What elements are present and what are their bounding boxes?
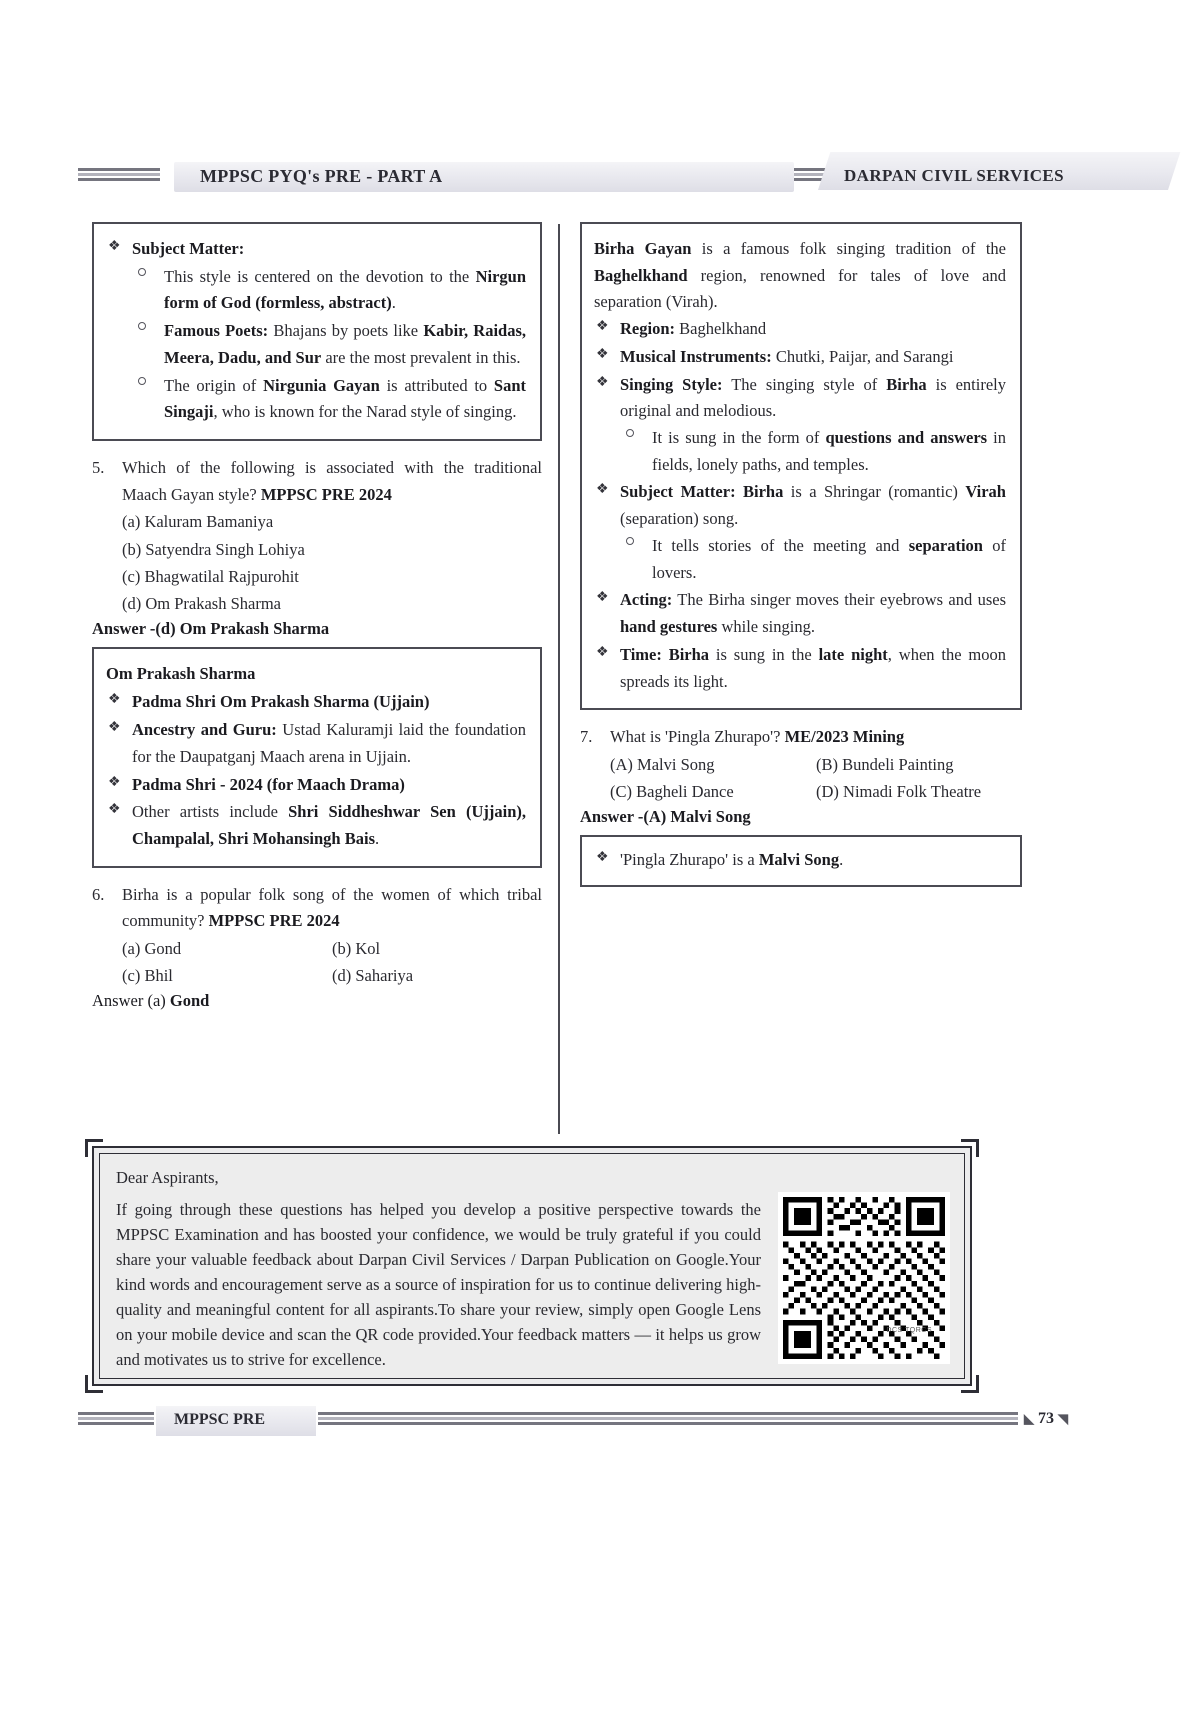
rc-b1-i5-mid: is sung in the <box>709 644 819 664</box>
lc-b1-i2-mid: is attributed to <box>379 375 494 395</box>
question-6-answer-prefix: Answer (a) <box>92 991 170 1011</box>
rc-b1-i2-bold: Singing Style: <box>620 374 723 394</box>
circle-bullet-icon <box>626 537 634 545</box>
diamond-bullet-icon: ❖ <box>596 482 609 498</box>
list-item <box>106 772 526 799</box>
lc-b1-i2-post: , who is known for the Narad style of singing. <box>213 402 517 422</box>
rc-b1-i2-sub0-post: in fields, lonely paths, and temples. <box>652 428 1006 474</box>
circle-bullet-icon <box>138 268 146 276</box>
question-7-text: What is 'Pingla Zhurapo'? <box>610 727 781 747</box>
question-6-exam-tag: MPPSC PRE 2024 <box>208 911 340 931</box>
lc-b1-i0-post: . <box>391 293 396 313</box>
opsharma-heading: Om Prakash Sharma <box>106 663 256 683</box>
diamond-bullet-icon: ❖ <box>108 774 121 790</box>
om-prakash-sharma-box <box>92 647 542 868</box>
footer-rule-left <box>78 1412 154 1427</box>
rc-b2-bold: Malvi Song <box>758 850 840 870</box>
option-d[interactable]: (d) Sahariya <box>332 966 414 986</box>
list-item <box>594 372 1006 479</box>
list-item <box>106 717 526 770</box>
corner-ornament-top-right <box>961 1139 979 1157</box>
question-5-number: 5. <box>92 458 105 478</box>
birha-gayan-box <box>580 222 1022 710</box>
rc-b1-i3-mid: is a Shringar (romantic) <box>783 482 966 502</box>
rc-b1-i2-sub0-bold: questions and answers <box>825 428 988 448</box>
rc-b1-i3-bold2: Virah <box>965 482 1006 502</box>
lc-b2-i0-bold: Padma Shri Om Prakash Sharma (Ujjain) <box>132 692 430 712</box>
list-item <box>594 847 1008 874</box>
rc-b1-i4-bold: Acting: <box>620 590 673 610</box>
list-item <box>594 316 1006 343</box>
rc-b1-i2-sub0-pre: It is sung in the form of <box>652 428 826 448</box>
lc-b1-i2-bold2: Sant Singaji <box>164 375 527 422</box>
option-b[interactable]: (B) Bundeli Painting <box>816 754 954 774</box>
birha-intro-bold: Birha Gayan <box>594 239 692 258</box>
list-item <box>134 318 526 371</box>
lc-b1-i2-bold: Nirgunia Gayan <box>263 375 380 395</box>
list-item <box>134 373 526 426</box>
question-5-answer: Answer -(d) Om Prakash Sharma <box>92 618 330 638</box>
lc-b1-i1-bold2: Kabir, Raidas, Meera, Dadu, and Sur <box>164 321 526 367</box>
page-footer <box>78 1400 1090 1446</box>
question-5-text: Which of the following is associated with the traditional Maach Gayan style? <box>122 458 542 504</box>
rc-b1-i2-post: is entirely original and melodious. <box>620 374 1006 421</box>
diamond-bullet-icon: ❖ <box>108 692 121 708</box>
page-tick-right: ◥ <box>1058 1411 1068 1426</box>
footer-label: MPPSC PRE <box>174 1411 266 1428</box>
circle-bullet-icon <box>138 322 146 330</box>
circle-bullet-icon <box>626 429 634 437</box>
question-6-answer-bold: Gond <box>169 991 210 1011</box>
diamond-bullet-icon: ❖ <box>596 644 609 660</box>
lc-b1-i0-bold: Nirgun form of God (formless, abstract) <box>164 266 526 313</box>
header-title-right: DARPAN CIVIL SERVICES <box>844 166 1065 185</box>
corner-ornament-bottom-right <box>961 1375 979 1393</box>
birha-intro-bold2: Baghelkhand <box>594 265 688 285</box>
rc-b1-i5-bold2: late night <box>818 644 888 664</box>
rc-b2-pre: 'Pingla Zhurapo' is a <box>620 850 759 870</box>
lc-b2-i3-pre: Other artists include <box>132 802 289 822</box>
lc-b1-i0-pre: This style is centered on the devotion to the <box>164 266 476 286</box>
question-7-exam-tag: ME/2023 Mining <box>784 727 905 747</box>
feedback-greeting: Dear Aspirants, <box>116 1168 219 1187</box>
question-6-number: 6. <box>92 884 105 904</box>
question-5-options <box>122 508 542 616</box>
question-7-number: 7. <box>580 727 593 747</box>
rc-b1-i1-post: Chutki, Paijar, and Sarangi <box>771 346 954 366</box>
question-6-answer <box>92 991 542 1011</box>
rc-b1-i5-bold: Time: Birha <box>620 644 710 664</box>
question-6-text: Birha is a popular folk song of the women of which tribal community? <box>122 884 542 931</box>
diamond-bullet-icon: ❖ <box>108 802 121 818</box>
rc-b1-i0-bold: Region: <box>620 319 675 339</box>
left-column <box>92 222 542 1019</box>
rc-b1-i5-post: , when the moon spreads its light. <box>620 644 1006 691</box>
subject-matter-heading <box>106 236 526 263</box>
rc-b1-i3-sub0-bold: separation <box>908 535 983 555</box>
header-rule-left <box>78 168 160 183</box>
rc-b1-i4-bold2: hand gestures <box>620 617 718 637</box>
rc-b1-i3-post: (separation) song. <box>620 509 739 529</box>
list-item <box>594 344 1006 371</box>
rc-b1-i3-sub0-pre: It tells stories of the meeting and <box>652 535 909 555</box>
diamond-bullet-icon: ❖ <box>596 319 609 335</box>
lc-b1-i1-bold: Famous Poets: <box>164 321 269 341</box>
rc-b1-i0-post: Baghelkhand <box>675 319 767 339</box>
list-item <box>106 689 526 716</box>
diamond-bullet-icon: ❖ <box>108 239 121 254</box>
question-7-answer: Answer -(A) Malvi Song <box>580 807 751 827</box>
question-6-options <box>122 935 542 989</box>
lc-b1-i1-mid: Bhajans by poets like <box>268 321 424 341</box>
lc-b2-i2-bold: Padma Shri - 2024 (for Maach Drama) <box>132 774 405 794</box>
lc-b2-i1-bold: Ancestry and Guru: <box>132 720 277 740</box>
list-item <box>594 479 1006 586</box>
lc-b1-i2-pre: The origin of <box>164 375 264 395</box>
lc-b2-i1-post: Ustad Kaluramji laid the foundation for the Daupatganj Maach arena in Ujjain. <box>132 720 526 766</box>
question-5 <box>92 455 542 639</box>
subject-matter-heading-text: Subject Matter: <box>132 239 245 258</box>
subject-matter-box <box>92 222 542 441</box>
rc-b1-i2-bold2: Birha <box>886 374 927 394</box>
question-6 <box>92 882 542 1012</box>
column-divider <box>558 224 560 1134</box>
list-item <box>594 642 1006 695</box>
lc-b2-i3-post: . <box>375 828 380 848</box>
rc-b1-i4-mid: The Birha singer moves their eyebrows and uses <box>672 590 1006 610</box>
option-c[interactable]: (c) Bhagwatilal Rajpurohit <box>122 566 299 586</box>
list-item <box>106 799 526 852</box>
qr-caption: DCS TQRCS <box>886 1327 932 1334</box>
rc-b2-post: . <box>839 850 844 870</box>
question-7 <box>580 724 1022 827</box>
option-a[interactable]: (a) Kaluram Bamaniya <box>122 512 274 532</box>
corner-ornament-bottom-left <box>85 1375 103 1393</box>
lc-b1-i1-post: are the most prevalent in this. <box>321 347 521 367</box>
page-number <box>1024 1410 1068 1428</box>
question-5-exam-tag: MPPSC PRE 2024 <box>260 484 392 504</box>
page-header <box>78 152 1090 200</box>
sub-list-item <box>622 425 1006 478</box>
option-d[interactable]: (D) Nimadi Folk Theatre <box>816 781 982 801</box>
circle-bullet-icon <box>138 377 146 385</box>
page-number-value: 73 <box>1038 1410 1054 1427</box>
rc-b1-i2-mid: The singing style of <box>722 374 887 394</box>
option-d[interactable]: (d) Om Prakash Sharma <box>122 593 282 613</box>
option-a[interactable]: (a) Gond <box>122 939 182 959</box>
right-column <box>580 222 1022 901</box>
birha-intro-mid: is a famous folk singing tradition of the <box>691 239 1006 258</box>
page-tick-left: ◣ <box>1024 1411 1034 1426</box>
list-item <box>134 264 526 317</box>
question-7-options <box>610 751 1022 805</box>
qr-code[interactable] <box>778 1192 950 1364</box>
rc-b1-i3-bold: Subject Matter: Birha <box>620 482 784 502</box>
sub-list-item <box>622 533 1006 586</box>
diamond-bullet-icon: ❖ <box>108 720 121 736</box>
birha-intro <box>594 236 1006 316</box>
rc-b1-i4-post: while singing. <box>717 617 815 637</box>
option-b[interactable]: (b) Satyendra Singh Lohiya <box>122 539 305 559</box>
diamond-bullet-icon: ❖ <box>596 590 609 606</box>
list-item <box>594 587 1006 640</box>
option-c[interactable]: (C) Bagheli Dance <box>610 781 734 801</box>
footer-rule-right <box>318 1412 1018 1427</box>
option-a[interactable]: (A) Malvi Song <box>610 754 715 774</box>
pingla-zhurapo-box <box>580 835 1022 887</box>
feedback-body: If going through these questions has helped you develop a positive perspective towards the MPPSC Examination and has boosted your confidence, we would be truly grateful if you could share your valuable feedback about Darpan Civil Services / Darpan Publication on Google.Your kind words and encouragement serve as a source of inspiration for us to continue delivering high-quality and meaningful content for all aspirants.To share your review, simply open Google Lens on your mobile device and scan the QR code provided.Your feedback matters — it helps us grow and motivates us to strive for excellence. <box>116 1200 761 1370</box>
option-b[interactable]: (b) Kol <box>332 939 381 959</box>
feedback-box <box>92 1146 972 1386</box>
diamond-bullet-icon: ❖ <box>596 374 609 390</box>
birha-intro-post: region, renowned for tales of love and separation (Virah). <box>594 265 1006 312</box>
rc-b1-i1-bold: Musical Instruments: <box>620 346 772 366</box>
diamond-bullet-icon: ❖ <box>596 850 609 866</box>
diamond-bullet-icon: ❖ <box>596 346 609 362</box>
rc-b1-i3-sub0-post: of lovers. <box>652 535 1007 582</box>
option-c[interactable]: (c) Bhil <box>122 966 173 986</box>
lc-b2-i3-bold: Shri Siddheshwar Sen (Ujjain), Champalal, Shri Mohansingh Bais <box>132 802 527 848</box>
header-title-left: MPPSC PYQ's PRE - PART A <box>200 166 443 186</box>
corner-ornament-top-left <box>85 1139 103 1157</box>
